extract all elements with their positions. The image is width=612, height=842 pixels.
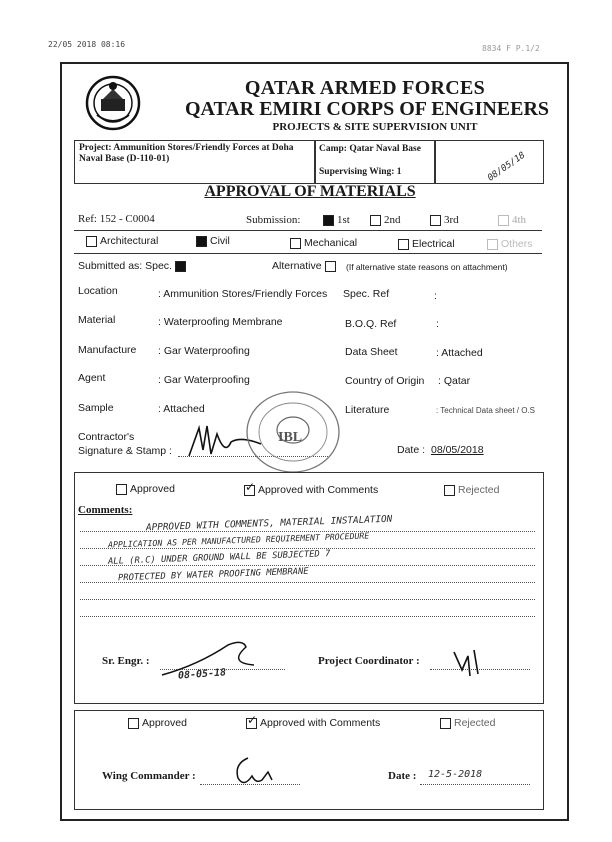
sample-label: Sample — [78, 402, 114, 414]
location-value: : Ammunition Stores/Friendly Forces — [158, 288, 328, 300]
spec-ref-label: Spec. Ref — [343, 288, 390, 300]
alternative-option[interactable]: Alternative — [272, 260, 339, 272]
contractor-date-label: Date : — [397, 444, 426, 456]
comment-line-1: APPROVED WITH COMMENTS, MATERIAL INSTALATION — [145, 513, 393, 534]
discipline-electrical[interactable]: Electrical — [398, 238, 455, 250]
location-label: Location — [78, 285, 118, 297]
sample-value: : Attached — [158, 403, 205, 415]
origin-label: Country of Origin — [345, 375, 425, 387]
comment-line-2: APPLICATION AS PER MANUFACTURED REQUIREMENT PROCEDURE — [107, 530, 370, 550]
check-mark-icon: ✓ — [245, 479, 256, 494]
submitted-as[interactable]: Submitted as: Spec. — [78, 260, 189, 272]
comment-rule — [80, 616, 535, 617]
origin-value: : Qatar — [438, 375, 471, 387]
literature-value: : Technical Data sheet / O.S — [436, 406, 536, 415]
checkbox[interactable] — [128, 718, 139, 729]
checkbox[interactable] — [290, 238, 301, 249]
checkbox[interactable] — [86, 236, 97, 247]
review1-approved[interactable]: Approved — [116, 483, 175, 495]
submission-4th[interactable]: 4th — [498, 214, 526, 226]
checkbox[interactable] — [444, 485, 455, 496]
emblem-logo — [85, 75, 141, 131]
submission-2nd[interactable]: 2nd — [370, 214, 401, 226]
review2-approved[interactable]: Approved — [128, 717, 187, 729]
literature-label: Literature — [345, 404, 390, 416]
checkbox-checked[interactable] — [323, 215, 334, 226]
material-value: : Waterproofing Membrane — [158, 316, 283, 328]
title-emiri-corps: QATAR EMIRI CORPS OF ENGINEERS — [184, 98, 550, 120]
submission-1st[interactable]: 1st — [323, 214, 350, 226]
wing-commander-signature — [228, 750, 288, 795]
contractor-date: 08/05/2018 — [431, 444, 484, 456]
comments-label: Comments: — [78, 504, 133, 516]
review1-rejected[interactable]: Rejected — [444, 484, 499, 496]
contractor-signature-label — [78, 430, 172, 458]
contractor-label-line1: Contractor's — [78, 431, 135, 443]
boq-value: : — [436, 318, 439, 330]
discipline-others[interactable]: Others — [487, 238, 533, 250]
discipline-architectural[interactable]: Architectural — [86, 235, 158, 247]
receipt-date: 08/05/18 — [486, 150, 528, 184]
supervising-wing: Supervising Wing: 1 — [319, 167, 402, 177]
spec-ref-value: : — [434, 290, 437, 302]
agent-value: : Gar Waterproofing — [158, 374, 250, 386]
datasheet-label: Data Sheet — [345, 346, 398, 358]
checkbox-checked[interactable] — [244, 479, 256, 496]
checkbox[interactable] — [440, 718, 451, 729]
comment-line-3: ALL (R.C) UNDER GROUND WALL BE SUBJECTED 7 — [107, 549, 331, 567]
commander-date-label: Date : — [388, 770, 417, 782]
contractor-label-line2: Signature & Stamp : — [78, 445, 172, 457]
checkbox[interactable] — [325, 261, 336, 272]
boq-label: B.O.Q. Ref — [345, 318, 397, 330]
camp-label: Camp: Qatar Naval Base — [319, 144, 421, 154]
commander-date: 12-5-2018 — [428, 769, 483, 780]
review2-approved-with-comments[interactable]: ✓ Approved with Comments — [247, 712, 381, 729]
manufacture-label: Manufacture — [78, 344, 137, 356]
ref-number: Ref: 152 - C0004 — [78, 213, 155, 225]
title-qatar-armed-forces: QATAR ARMED FORCES — [244, 77, 486, 99]
comment-rule — [80, 599, 535, 600]
checkbox[interactable] — [370, 215, 381, 226]
wing-commander-label: Wing Commander : — [102, 770, 196, 782]
check-mark-icon: ✓ — [247, 712, 258, 727]
camp-box — [314, 140, 436, 184]
review2-rejected[interactable]: Rejected — [440, 717, 495, 729]
title-projects-unit: PROJECTS & SITE SUPERVISION UNIT — [272, 121, 478, 133]
checkbox[interactable] — [116, 484, 127, 495]
coordinator-label: Project Coordinator : — [318, 655, 420, 667]
fax-datetime: 22/05 2018 08:16 — [48, 40, 126, 49]
checkbox[interactable] — [430, 215, 441, 226]
project-box — [74, 140, 316, 184]
checkbox[interactable] — [398, 239, 409, 250]
discipline-mechanical[interactable]: Mechanical — [290, 237, 357, 249]
coordinator-signature — [450, 646, 494, 685]
alternative-note: (If alternative state reasons on attachment) — [346, 262, 508, 272]
form-title: APPROVAL OF MATERIALS — [204, 183, 416, 200]
review1-approved-with-comments[interactable]: ✓ Approved with Comments — [245, 479, 379, 496]
fax-code: 8834 F P.1/2 — [482, 44, 540, 53]
sr-engr-label: Sr. Engr. : — [102, 655, 150, 667]
comment-line-4: PROTECTED BY WATER PROOFING MEMBRANE — [117, 566, 309, 584]
discipline-civil[interactable]: Civil — [196, 235, 230, 247]
stamp-text: IBL — [278, 430, 303, 445]
checkbox-checked[interactable] — [196, 236, 207, 247]
project-label: Project: Ammunition Stores/Friendly Forces at Doha Naval Base (D-110-01) — [79, 143, 294, 164]
material-label: Material — [78, 314, 116, 326]
checkbox[interactable] — [498, 215, 509, 226]
checkbox-checked[interactable] — [175, 261, 186, 272]
submission-3rd[interactable]: 3rd — [430, 214, 459, 226]
checkbox-checked[interactable] — [246, 712, 258, 729]
commander-date-line — [420, 784, 530, 785]
manufacture-value: : Gar Waterproofing — [158, 345, 250, 357]
submission-label: Submission: — [246, 214, 301, 226]
sr-engr-date: 08-05-18 — [177, 667, 227, 682]
agent-label: Agent — [78, 372, 106, 384]
datasheet-value: : Attached — [436, 347, 483, 359]
checkbox[interactable] — [487, 239, 498, 250]
